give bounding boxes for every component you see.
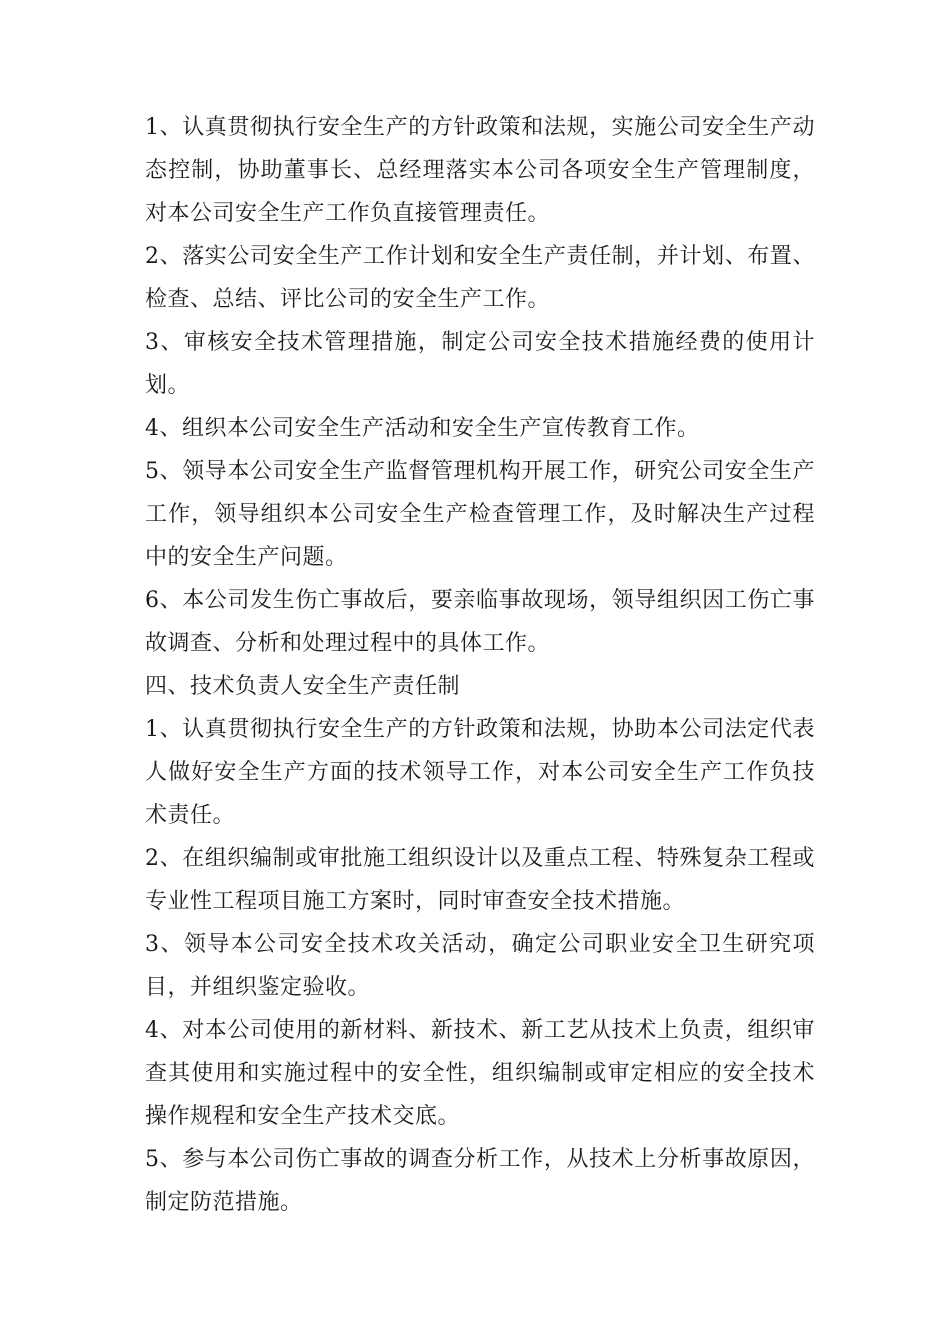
paragraph-11: 5、参与本公司伤亡事故的调查分析工作，从技术上分析事故原因，制定防范措施。 (145, 1147, 815, 1215)
paragraph-2: 2、落实公司安全生产工作计划和安全生产责任制，并计划、布置、检查、总结、评比公司的安全生产工作。 (145, 244, 815, 312)
section-heading-tech-lead: 四、技术负责人安全生产责任制 (145, 674, 461, 699)
document-body (145, 106, 815, 1224)
paragraph-9: 3、领导本公司安全技术攻关活动，确定公司职业安全卫生研究项目，并组织鉴定验收。 (145, 932, 815, 1000)
paragraph-6: 6、本公司发生伤亡事故后，要亲临事故现场，领导组织因工伤亡事故调查、分析和处理过程中的具体工作。 (145, 588, 815, 656)
paragraph-10: 4、对本公司使用的新材料、新技术、新工艺从技术上负责，组织审查其使用和实施过程中的安全性，组织编制或审定相应的安全技术操作规程和安全生产技术交底。 (145, 1018, 815, 1129)
paragraph-5: 5、领导本公司安全生产监督管理机构开展工作，研究公司安全生产工作，领导组织本公司安全生产检查管理工作，及时解决生产过程中的安全生产问题。 (145, 459, 815, 570)
paragraph-3: 3、审核安全技术管理措施，制定公司安全技术措施经费的使用计划。 (145, 330, 815, 398)
paragraph-1: 1、认真贯彻执行安全生产的方针政策和法规，实施公司安全生产动态控制，协助董事长、总经理落实本公司各项安全生产管理制度，对本公司安全生产工作负直接管理责任。 (145, 115, 815, 226)
paragraph-8: 2、在组织编制或审批施工组织设计以及重点工程、特殊复杂工程或专业性工程项目施工方案时，同时审查安全技术措施。 (145, 846, 815, 914)
paragraph-4: 4、组织本公司安全生产活动和安全生产宣传教育工作。 (145, 416, 700, 441)
paragraph-7: 1、认真贯彻执行安全生产的方针政策和法规，协助本公司法定代表人做好安全生产方面的技术领导工作，对本公司安全生产工作负技术责任。 (145, 717, 815, 828)
